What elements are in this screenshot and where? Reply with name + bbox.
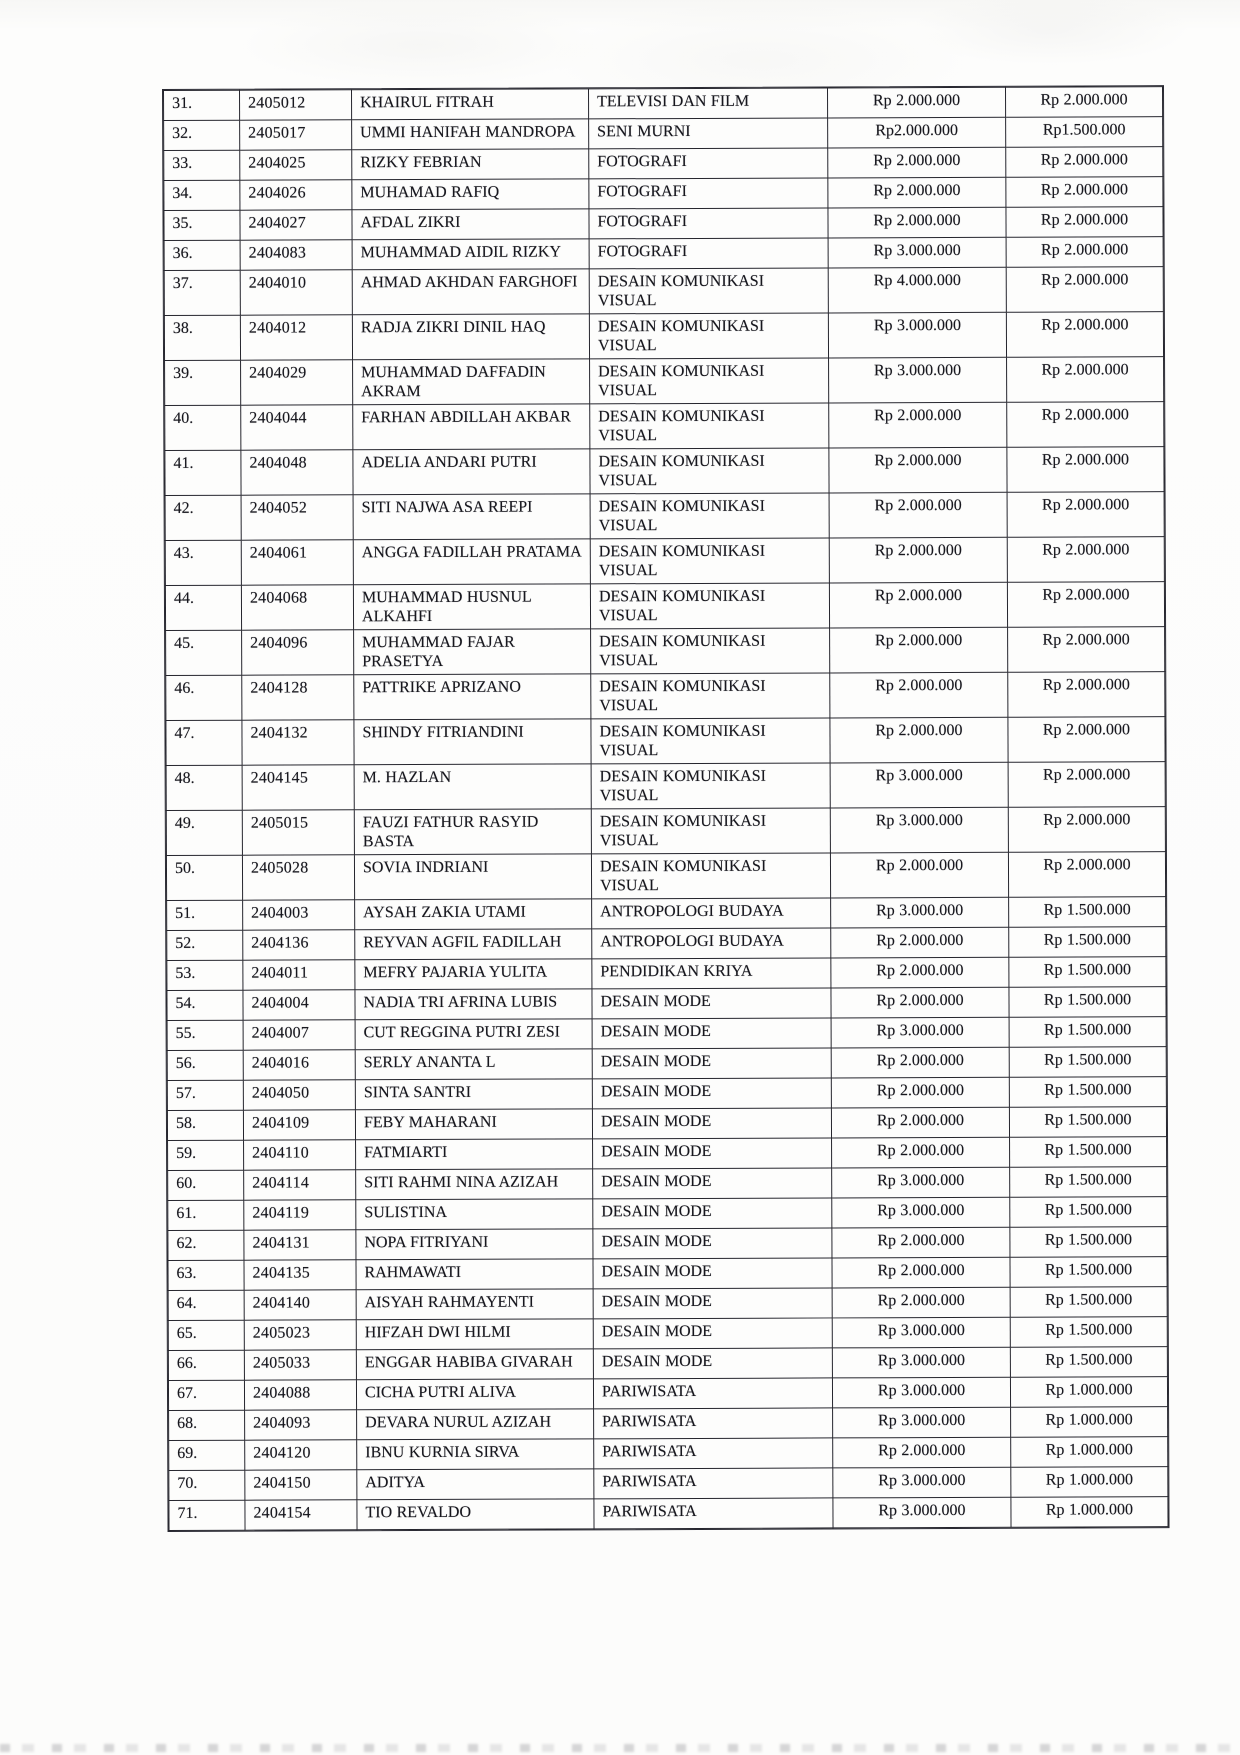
table-row <box>164 267 1163 316</box>
program-cell: PARIWISATA <box>594 1408 833 1439</box>
row-number-cell: 44. <box>165 585 241 630</box>
amount-2-cell: Rp 1.500.000 <box>1009 957 1166 988</box>
student-name-cell: CICHA PUTRI ALIVA <box>356 1379 593 1410</box>
amount-1-cell: Rp 3.000.000 <box>829 357 1007 403</box>
amount-2-cell: Rp 1.500.000 <box>1010 1227 1167 1258</box>
amount-2-cell: Rp 1.500.000 <box>1009 987 1166 1018</box>
student-id-cell: 2404044 <box>241 405 353 450</box>
student-name-cell: KHAIRUL FITRAH <box>352 89 589 120</box>
amount-1-cell: Rp 2.000.000 <box>829 582 1007 628</box>
student-name-cell: RIZKY FEBRIAN <box>352 149 589 180</box>
program-cell: DESAIN KOMUNIKASI VISUAL <box>590 583 829 629</box>
amount-1-cell: Rp 2.000.000 <box>829 447 1007 493</box>
amount-2-cell: Rp 2.000.000 <box>1007 537 1164 583</box>
student-id-cell: 2404011 <box>243 960 355 990</box>
student-name-cell: MEFRY PAJARIA YULITA <box>355 959 592 990</box>
table-row <box>169 1437 1168 1471</box>
table-row <box>168 1317 1167 1351</box>
student-id-cell: 2404050 <box>243 1080 355 1110</box>
student-id-cell: 2404007 <box>243 1020 355 1050</box>
row-number-cell: 45. <box>166 630 242 675</box>
table-row <box>164 207 1163 241</box>
amount-1-cell: Rp 2.000.000 <box>827 87 1005 118</box>
student-id-cell: 2404026 <box>240 180 352 210</box>
row-number-cell: 34. <box>164 180 240 210</box>
program-cell: ANTROPOLOGI BUDAYA <box>592 898 831 929</box>
table-row <box>168 1227 1167 1261</box>
table-row <box>165 537 1164 586</box>
amount-1-cell: Rp 2.000.000 <box>833 1437 1011 1468</box>
row-number-cell: 61. <box>168 1200 244 1230</box>
student-id-cell: 2404114 <box>244 1170 356 1200</box>
student-id-cell: 2404110 <box>244 1140 356 1170</box>
row-number-cell: 32. <box>164 120 240 150</box>
amount-1-cell: Rp 2.000.000 <box>831 1107 1009 1138</box>
amount-2-cell: Rp 1.500.000 <box>1009 1017 1166 1048</box>
program-cell: DESAIN KOMUNIKASI VISUAL <box>591 628 830 674</box>
student-name-cell: ADELIA ANDARI PUTRI <box>353 449 590 495</box>
student-id-cell: 2404093 <box>245 1410 357 1440</box>
amount-2-cell: Rp 1.500.000 <box>1009 1047 1166 1078</box>
student-id-cell: 2404010 <box>240 270 352 315</box>
amount-1-cell: Rp 4.000.000 <box>828 267 1006 313</box>
amount-1-cell: Rp 2.000.000 <box>828 147 1006 178</box>
student-name-cell: AHMAD AKHDAN FARGHOFI <box>352 269 589 315</box>
amount-2-cell: Rp 2.000.000 <box>1008 717 1165 763</box>
row-number-cell: 60. <box>168 1170 244 1200</box>
student-name-cell: MUHAMMAD DAFFADIN AKRAM <box>353 359 590 405</box>
table-row <box>168 1347 1167 1381</box>
row-number-cell: 40. <box>165 405 241 450</box>
row-number-cell: 53. <box>167 960 243 990</box>
row-number-cell: 43. <box>165 540 241 585</box>
student-name-cell: SOVIA INDRIANI <box>354 854 591 900</box>
row-number-cell: 71. <box>169 1500 245 1530</box>
program-cell: FOTOGRAFI <box>589 208 828 239</box>
student-id-cell: 2405017 <box>240 120 352 150</box>
row-number-cell: 63. <box>168 1260 244 1290</box>
amount-2-cell: Rp 1.500.000 <box>1009 1107 1166 1138</box>
student-id-cell: 2404150 <box>245 1470 357 1500</box>
table-row <box>165 447 1164 496</box>
amount-2-cell: Rp 2.000.000 <box>1006 177 1163 208</box>
program-cell: PARIWISATA <box>594 1498 833 1529</box>
amount-2-cell: Rp 2.000.000 <box>1007 357 1164 403</box>
student-id-cell: 2404145 <box>242 765 354 810</box>
row-number-cell: 58. <box>167 1110 243 1140</box>
row-number-cell: 54. <box>167 990 243 1020</box>
row-number-cell: 49. <box>166 810 242 855</box>
program-cell: DESAIN MODE <box>592 1078 831 1109</box>
program-cell: ANTROPOLOGI BUDAYA <box>592 928 831 959</box>
scan-noise <box>0 1744 1240 1752</box>
amount-1-cell: Rp 2.000.000 <box>832 1287 1010 1318</box>
row-number-cell: 51. <box>167 900 243 930</box>
amount-1-cell: Rp 3.000.000 <box>830 807 1008 853</box>
program-cell: DESAIN MODE <box>593 1138 832 1169</box>
student-name-cell: ADITYA <box>357 1469 594 1500</box>
student-name-cell: RAHMAWATI <box>356 1259 593 1290</box>
amount-1-cell: Rp 3.000.000 <box>831 897 1009 928</box>
student-name-cell: FEBY MAHARANI <box>355 1109 592 1140</box>
table-row <box>164 237 1163 271</box>
student-id-cell: 2405033 <box>244 1350 356 1380</box>
amount-1-cell: Rp 2.000.000 <box>829 402 1007 448</box>
program-cell: DESAIN KOMUNIKASI VISUAL <box>590 538 829 584</box>
amount-1-cell: Rp 3.000.000 <box>832 1317 1010 1348</box>
amount-2-cell: Rp 1.500.000 <box>1010 1197 1167 1228</box>
amount-2-cell: Rp 2.000.000 <box>1008 762 1165 808</box>
amount-2-cell: Rp 2.000.000 <box>1006 237 1163 268</box>
amount-1-cell: Rp 2.000.000 <box>832 1257 1010 1288</box>
amount-2-cell: Rp 1.500.000 <box>1010 1347 1167 1378</box>
program-cell: FOTOGRAFI <box>589 178 828 209</box>
amount-2-cell: Rp 1.000.000 <box>1011 1407 1168 1438</box>
program-cell: TELEVISI DAN FILM <box>588 88 827 119</box>
table-row <box>166 627 1165 676</box>
table-row <box>165 357 1164 406</box>
amount-2-cell: Rp 1.500.000 <box>1010 1287 1167 1318</box>
program-cell: DESAIN MODE <box>593 1348 832 1379</box>
program-cell: DESAIN MODE <box>593 1288 832 1319</box>
program-cell: DESAIN KOMUNIKASI VISUAL <box>591 853 830 899</box>
amount-1-cell: Rp 2.000.000 <box>828 177 1006 208</box>
row-number-cell: 33. <box>164 150 240 180</box>
amount-1-cell: Rp 3.000.000 <box>831 1017 1009 1048</box>
student-id-cell: 2404027 <box>240 210 352 240</box>
row-number-cell: 42. <box>165 495 241 540</box>
program-cell: FOTOGRAFI <box>589 148 828 179</box>
amount-1-cell: Rp 3.000.000 <box>833 1407 1011 1438</box>
table-row <box>169 1407 1168 1441</box>
table-row <box>164 117 1163 151</box>
student-name-cell: AYSAH ZAKIA UTAMI <box>355 899 592 930</box>
program-cell: DESAIN KOMUNIKASI VISUAL <box>591 673 830 719</box>
amount-1-cell: Rp 2.000.000 <box>830 672 1008 718</box>
student-id-cell: 2404029 <box>241 360 353 405</box>
row-number-cell: 70. <box>169 1470 245 1500</box>
amount-1-cell: Rp 2.000.000 <box>832 1227 1010 1258</box>
program-cell: PARIWISATA <box>594 1468 833 1499</box>
student-id-cell: 2404068 <box>241 585 353 630</box>
program-cell: DESAIN MODE <box>592 988 831 1019</box>
row-number-cell: 62. <box>168 1230 244 1260</box>
table-row <box>168 1377 1167 1411</box>
program-cell: PARIWISATA <box>594 1438 833 1469</box>
student-id-cell: 2404131 <box>244 1230 356 1260</box>
amount-1-cell: Rp 2.000.000 <box>830 852 1008 898</box>
student-id-cell: 2404048 <box>241 450 353 495</box>
table-row <box>167 1107 1166 1141</box>
table-row <box>166 807 1165 856</box>
student-name-cell: CUT REGGINA PUTRI ZESI <box>355 1019 592 1050</box>
amount-2-cell: Rp1.500.000 <box>1006 117 1163 148</box>
amount-2-cell: Rp 1.500.000 <box>1010 1317 1167 1348</box>
amount-1-cell: Rp 2.000.000 <box>831 927 1009 958</box>
amount-2-cell: Rp 2.000.000 <box>1008 627 1165 673</box>
program-cell: DESAIN KOMUNIKASI VISUAL <box>589 268 828 314</box>
program-cell: PARIWISATA <box>593 1378 832 1409</box>
amount-1-cell: Rp 3.000.000 <box>830 762 1008 808</box>
student-name-cell: SHINDY FITRIANDINI <box>354 719 591 765</box>
row-number-cell: 46. <box>166 675 242 720</box>
student-name-cell: MUHAMMAD HUSNUL ALKAHFI <box>353 584 590 630</box>
program-cell: DESAIN KOMUNIKASI VISUAL <box>589 313 828 359</box>
program-cell: DESAIN MODE <box>592 1108 831 1139</box>
program-cell: DESAIN KOMUNIKASI VISUAL <box>590 448 829 494</box>
row-number-cell: 64. <box>168 1290 244 1320</box>
student-id-cell: 2404004 <box>243 990 355 1020</box>
amount-1-cell: Rp 2.000.000 <box>831 987 1009 1018</box>
amount-1-cell: Rp 2.000.000 <box>831 1047 1009 1078</box>
table-row <box>164 177 1163 211</box>
table-row <box>167 957 1166 991</box>
student-name-cell: ANGGA FADILLAH PRATAMA <box>353 539 590 585</box>
student-name-cell: HIFZAH DWI HILMI <box>356 1319 593 1350</box>
table-row <box>164 87 1163 121</box>
student-name-cell: RADJA ZIKRI DINIL HAQ <box>352 314 589 360</box>
student-id-cell: 2404096 <box>242 630 354 675</box>
student-name-cell: SITI NAJWA ASA REEPI <box>353 494 590 540</box>
amount-2-cell: Rp 2.000.000 <box>1007 402 1164 448</box>
amount-2-cell: Rp 2.000.000 <box>1007 447 1164 493</box>
amount-2-cell: Rp 1.000.000 <box>1011 1497 1168 1528</box>
amount-2-cell: Rp 1.500.000 <box>1009 927 1166 958</box>
student-name-cell: AISYAH RAHMAYENTI <box>356 1289 593 1320</box>
row-number-cell: 65. <box>168 1320 244 1350</box>
recipient-table <box>163 86 1169 1531</box>
row-number-cell: 48. <box>166 765 242 810</box>
amount-2-cell: Rp 1.000.000 <box>1011 1437 1168 1468</box>
student-name-cell: SITI RAHMI NINA AZIZAH <box>356 1169 593 1200</box>
table-row <box>169 1467 1168 1501</box>
amount-1-cell: Rp 2.000.000 <box>829 492 1007 538</box>
amount-2-cell: Rp 2.000.000 <box>1005 87 1162 118</box>
table-row <box>167 897 1166 931</box>
student-name-cell: NOPA FITRIYANI <box>356 1229 593 1260</box>
student-id-cell: 2404016 <box>243 1050 355 1080</box>
program-cell: FOTOGRAFI <box>589 238 828 269</box>
row-number-cell: 69. <box>169 1440 245 1470</box>
student-id-cell: 2405023 <box>244 1320 356 1350</box>
program-cell: DESAIN KOMUNIKASI VISUAL <box>590 493 829 539</box>
amount-1-cell: Rp 3.000.000 <box>833 1497 1011 1528</box>
table-row <box>166 672 1165 721</box>
student-name-cell: FAUZI FATHUR RASYID BASTA <box>354 809 591 855</box>
program-cell: DESAIN MODE <box>593 1258 832 1289</box>
amount-2-cell: Rp 2.000.000 <box>1007 492 1164 538</box>
amount-2-cell: Rp 2.000.000 <box>1006 147 1163 178</box>
amount-1-cell: Rp 2.000.000 <box>830 627 1008 673</box>
student-name-cell: AFDAL ZIKRI <box>352 209 589 240</box>
table-row <box>168 1197 1167 1231</box>
program-cell: DESAIN MODE <box>593 1228 832 1259</box>
table-row <box>168 1257 1167 1291</box>
student-name-cell: SINTA SANTRI <box>355 1079 592 1110</box>
amount-2-cell: Rp 2.000.000 <box>1008 672 1165 718</box>
row-number-cell: 37. <box>164 270 240 315</box>
row-number-cell: 41. <box>165 450 241 495</box>
program-cell: DESAIN MODE <box>592 1048 831 1079</box>
amount-1-cell: Rp 3.000.000 <box>832 1347 1010 1378</box>
table-row <box>166 762 1165 811</box>
table-row <box>169 1497 1168 1531</box>
table-row <box>165 582 1164 631</box>
row-number-cell: 50. <box>166 855 242 900</box>
amount-2-cell: Rp 1.000.000 <box>1010 1377 1167 1408</box>
student-name-cell: FATMIARTI <box>356 1139 593 1170</box>
amount-1-cell: Rp 2.000.000 <box>828 207 1006 238</box>
amount-1-cell: Rp 3.000.000 <box>832 1197 1010 1228</box>
program-cell: DESAIN KOMUNIKASI VISUAL <box>591 808 830 854</box>
student-name-cell: DEVARA NURUL AZIZAH <box>357 1409 594 1440</box>
student-id-cell: 2405028 <box>242 855 354 900</box>
amount-2-cell: Rp 1.500.000 <box>1009 1077 1166 1108</box>
amount-2-cell: Rp 2.000.000 <box>1007 582 1164 628</box>
student-id-cell: 2404052 <box>241 495 353 540</box>
student-id-cell: 2404154 <box>245 1500 357 1530</box>
row-number-cell: 52. <box>167 930 243 960</box>
program-cell: DESAIN MODE <box>592 1018 831 1049</box>
student-name-cell: REYVAN AGFIL FADILLAH <box>355 929 592 960</box>
student-name-cell: ENGGAR HABIBA GIVARAH <box>356 1349 593 1380</box>
table-row <box>168 1287 1167 1321</box>
row-number-cell: 66. <box>168 1350 244 1380</box>
row-number-cell: 55. <box>167 1020 243 1050</box>
student-name-cell: MUHAMMAD AIDIL RIZKY <box>352 239 589 270</box>
student-name-cell: SERLY ANANTA L <box>355 1049 592 1080</box>
amount-2-cell: Rp 1.500.000 <box>1010 1257 1167 1288</box>
amount-1-cell: Rp 3.000.000 <box>828 237 1006 268</box>
amount-1-cell: Rp2.000.000 <box>828 117 1006 148</box>
student-id-cell: 2404088 <box>244 1380 356 1410</box>
student-id-cell: 2404119 <box>244 1200 356 1230</box>
row-number-cell: 59. <box>168 1140 244 1170</box>
amount-2-cell: Rp 2.000.000 <box>1006 207 1163 238</box>
amount-1-cell: Rp 3.000.000 <box>833 1467 1011 1498</box>
amount-1-cell: Rp 2.000.000 <box>829 537 1007 583</box>
row-number-cell: 47. <box>166 720 242 765</box>
student-name-cell: NADIA TRI AFRINA LUBIS <box>355 989 592 1020</box>
student-name-cell: M. HAZLAN <box>354 764 591 810</box>
amount-1-cell: Rp 3.000.000 <box>832 1377 1010 1408</box>
amount-2-cell: Rp 2.000.000 <box>1006 312 1163 358</box>
student-id-cell: 2404012 <box>240 315 352 360</box>
program-cell: DESAIN MODE <box>593 1198 832 1229</box>
student-id-cell: 2404140 <box>244 1290 356 1320</box>
table-row <box>168 1167 1167 1201</box>
amount-2-cell: Rp 2.000.000 <box>1008 807 1165 853</box>
amount-1-cell: Rp 2.000.000 <box>831 1077 1009 1108</box>
row-number-cell: 38. <box>164 315 240 360</box>
student-name-cell: MUHAMAD RAFIQ <box>352 179 589 210</box>
program-cell: DESAIN MODE <box>593 1168 832 1199</box>
student-name-cell: TIO REVALDO <box>357 1499 594 1530</box>
student-id-cell: 2405012 <box>240 90 352 120</box>
amount-1-cell: Rp 3.000.000 <box>828 312 1006 358</box>
program-cell: SENI MURNI <box>589 118 828 149</box>
row-number-cell: 68. <box>169 1410 245 1440</box>
amount-2-cell: Rp 1.500.000 <box>1010 1137 1167 1168</box>
program-cell: DESAIN KOMUNIKASI VISUAL <box>591 718 830 764</box>
student-id-cell: 2404083 <box>240 240 352 270</box>
program-cell: DESAIN KOMUNIKASI VISUAL <box>590 403 829 449</box>
student-id-cell: 2404003 <box>243 900 355 930</box>
table-row <box>167 927 1166 961</box>
student-name-cell: SULISTINA <box>356 1199 593 1230</box>
row-number-cell: 31. <box>164 90 240 120</box>
student-id-cell: 2404135 <box>244 1260 356 1290</box>
student-id-cell: 2404025 <box>240 150 352 180</box>
table-row <box>167 1077 1166 1111</box>
amount-2-cell: Rp 2.000.000 <box>1006 267 1163 313</box>
student-id-cell: 2404109 <box>243 1110 355 1140</box>
row-number-cell: 35. <box>164 210 240 240</box>
table-row <box>165 492 1164 541</box>
student-id-cell: 2404128 <box>242 675 354 720</box>
student-name-cell: IBNU KURNIA SIRVA <box>357 1439 594 1470</box>
row-number-cell: 56. <box>167 1050 243 1080</box>
amount-2-cell: Rp 1.500.000 <box>1010 1167 1167 1198</box>
student-name-cell: FARHAN ABDILLAH AKBAR <box>353 404 590 450</box>
student-id-cell: 2404120 <box>245 1440 357 1470</box>
table-row <box>164 312 1163 361</box>
table-row <box>165 402 1164 451</box>
amount-2-cell: Rp 1.500.000 <box>1009 897 1166 928</box>
amount-1-cell: Rp 2.000.000 <box>832 1137 1010 1168</box>
table-row <box>166 852 1165 901</box>
student-id-cell: 2405015 <box>242 810 354 855</box>
table-row <box>167 987 1166 1021</box>
row-number-cell: 39. <box>165 360 241 405</box>
row-number-cell: 57. <box>167 1080 243 1110</box>
student-id-cell: 2404132 <box>242 720 354 765</box>
student-id-cell: 2404061 <box>241 540 353 585</box>
student-name-cell: UMMI HANIFAH MANDROPA <box>352 119 589 150</box>
program-cell: PENDIDIKAN KRIYA <box>592 958 831 989</box>
student-name-cell: PATTRIKE APRIZANO <box>354 674 591 720</box>
program-cell: DESAIN KOMUNIKASI VISUAL <box>590 358 829 404</box>
amount-1-cell: Rp 2.000.000 <box>830 717 1008 763</box>
student-id-cell: 2404136 <box>243 930 355 960</box>
amount-1-cell: Rp 3.000.000 <box>832 1167 1010 1198</box>
amount-2-cell: Rp 2.000.000 <box>1008 852 1165 898</box>
row-number-cell: 67. <box>168 1380 244 1410</box>
table-body <box>164 87 1169 1531</box>
table-row <box>164 147 1163 181</box>
table-row <box>168 1137 1167 1171</box>
amount-2-cell: Rp 1.000.000 <box>1011 1467 1168 1498</box>
row-number-cell: 36. <box>164 240 240 270</box>
program-cell: DESAIN KOMUNIKASI VISUAL <box>591 763 830 809</box>
table-row <box>167 1047 1166 1081</box>
program-cell: DESAIN MODE <box>593 1318 832 1349</box>
table-row <box>166 717 1165 766</box>
table-row <box>167 1017 1166 1051</box>
amount-1-cell: Rp 2.000.000 <box>831 957 1009 988</box>
student-name-cell: MUHAMMAD FAJAR PRASETYA <box>354 629 591 675</box>
